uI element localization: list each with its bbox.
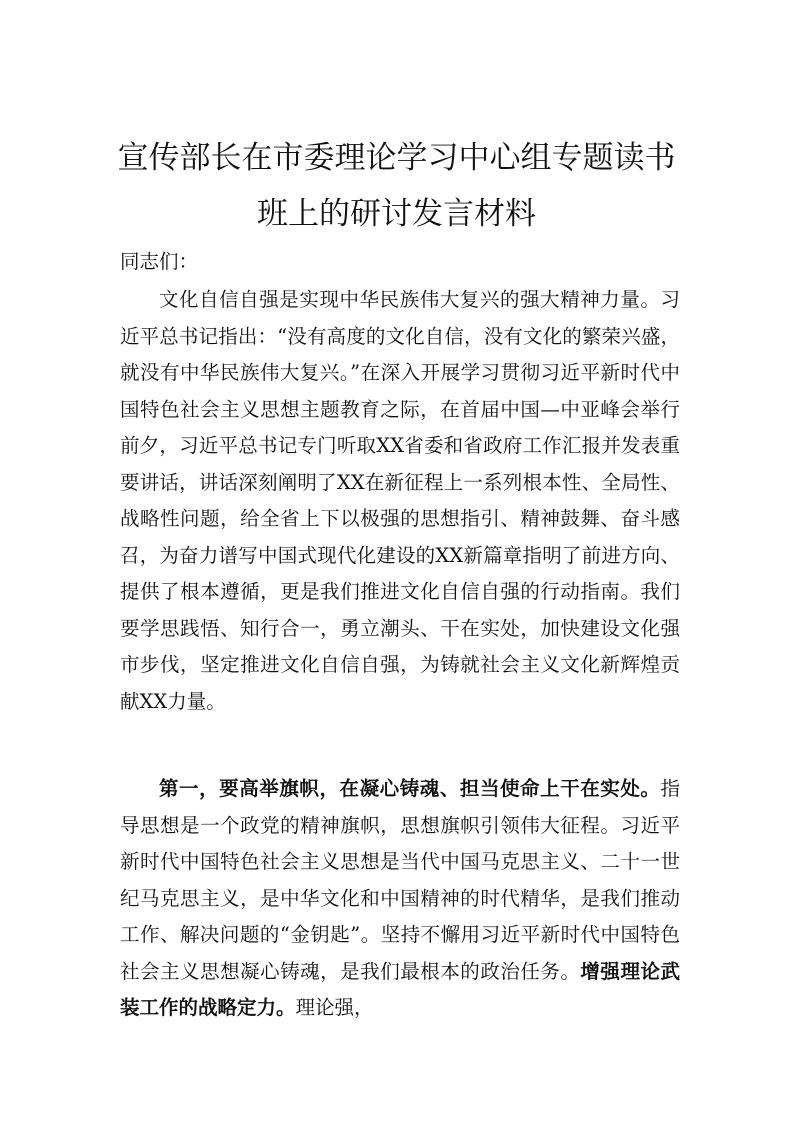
document-title-line-2: 班上的研讨发言材料: [257, 196, 536, 232]
document-title-line-1: 宣传部长在市委理论学习中心组专题读书: [117, 140, 676, 176]
paragraph-text: 指导思想是一个政党的精神旗帜，思想旗帜引领伟大征程。习近平新时代中国特色社会主义思想是当代中国马克思主义、二十一世纪马克思主义，是中华文化和中国精神的时代精华，是我们推动工作、解决问题的“金钥匙”。坚持不懈用习近平新时代中国特色社会主义思想凝心铸魂，是我们最根本的政治任务。: [120, 777, 680, 983]
paragraph-subheading: 增强理论武装工作的战略定力。: [120, 959, 680, 1019]
paragraph-text-continued: 理论强，: [295, 996, 374, 1019]
paragraph-heading: 第一，要高举旗帜，在凝心铸魂、担当使命上干在实处。: [159, 777, 661, 800]
salutation: 同志们：: [120, 250, 199, 273]
paragraph-intro: 文化自信自强是实现中华民族伟大复兴的强大精神力量。习近平总书记指出：“没有高度的文化自信，没有文化的繁荣兴盛，就没有中华民族伟大复兴。”在深入开展学习贯彻习近平新时代中国特色社会主义思想主题教育之际，在首届中国—中亚峰会举行前夕，习近平总书记专门听取XX省委和省政府工作汇报并发表重要讲话，讲话深刻阐明了XX在新征程上一系列根本性、全局性、战略性问题，给全省上下以极强的思想指引、精神鼓舞、奋斗感召，为奋力谱写中国式现代化建设的XX新篇章指明了前进方向、提供了根本遵循，更是我们推进文化自信自强的行动指南。我们要学思践悟、知行合一，勇立潮头、干在实处，加快建设文化强市步伐，坚定推进文化自信自强，为铸就社会主义文化新辉煌贡献XX力量。: [120, 288, 680, 713]
paragraph-first-point: [120, 771, 680, 1027]
